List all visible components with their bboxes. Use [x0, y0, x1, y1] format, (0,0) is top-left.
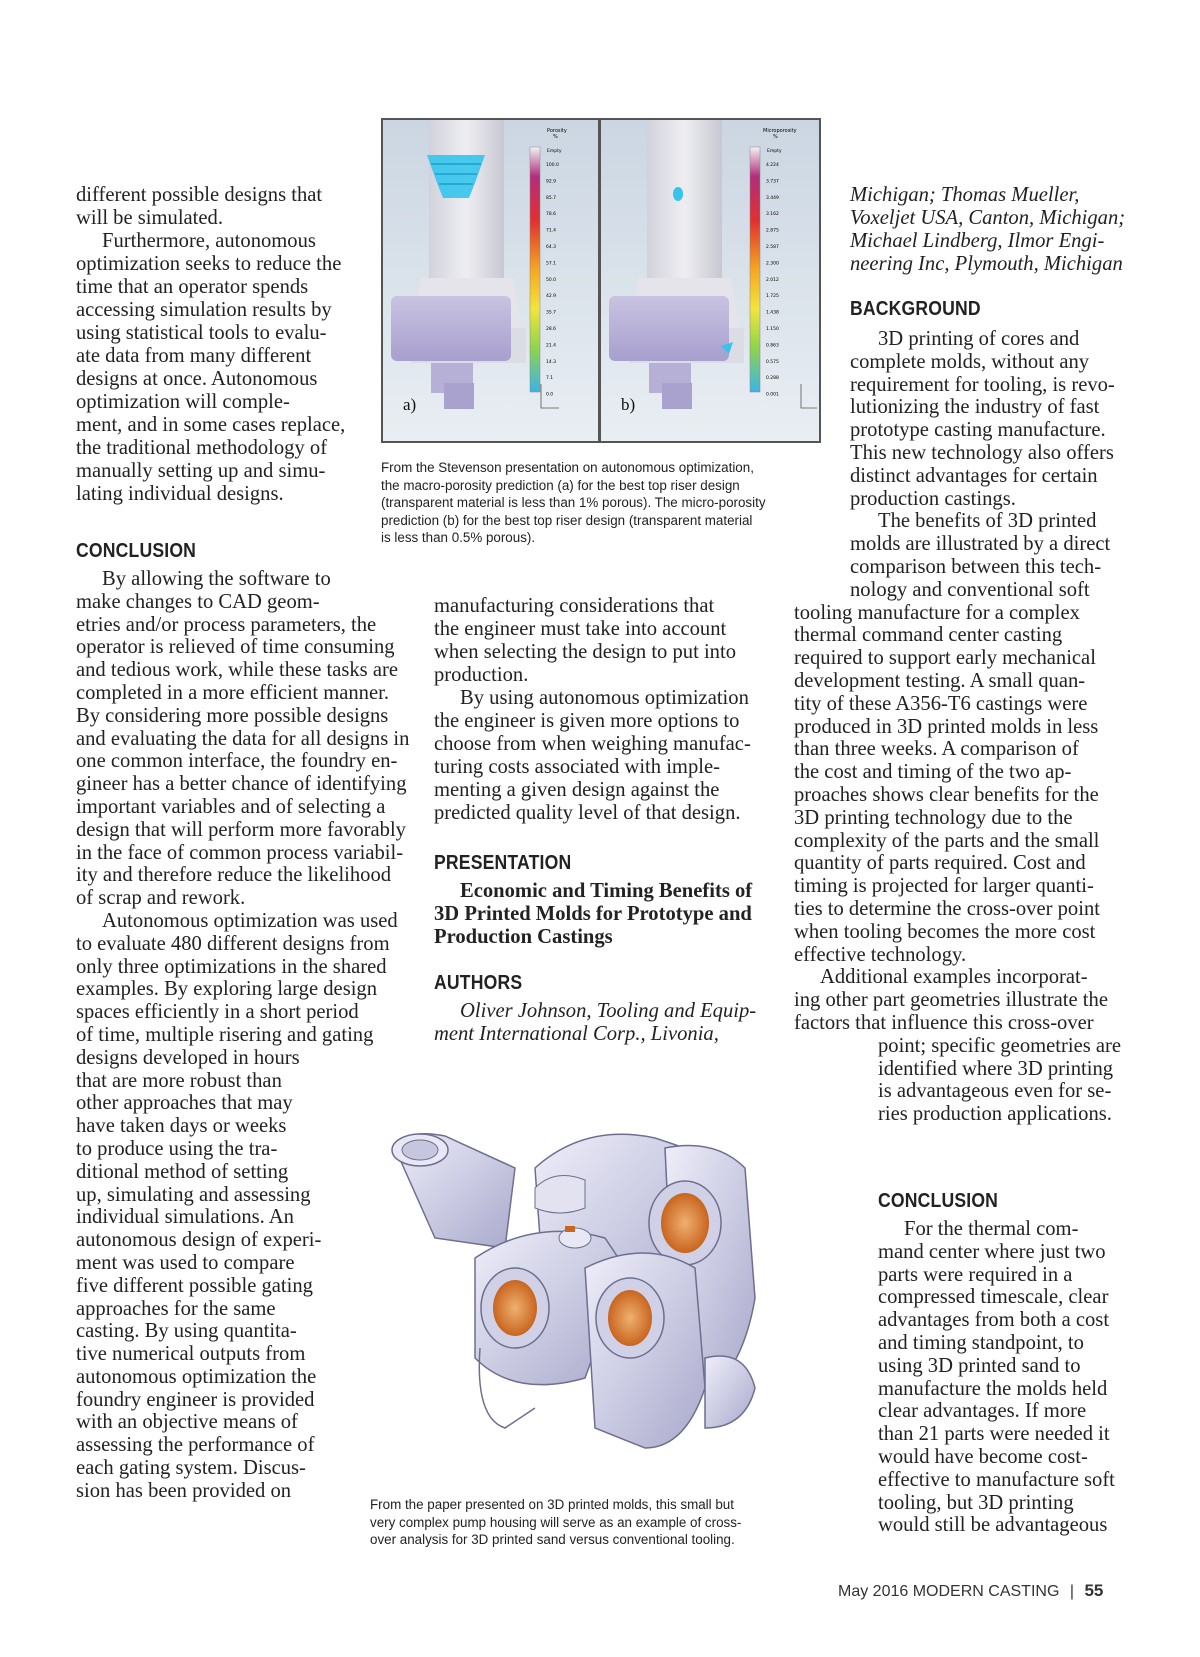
caption-line: the macro-porosity prediction (a) for the best top riser design — [381, 477, 740, 493]
text-line: complexity of the parts and the small — [794, 829, 1100, 852]
text-line: using statistical tools to evalu- — [76, 322, 327, 344]
figure-pump-housing — [385, 1128, 815, 1468]
text-line: ing other part geometries illustrate the — [794, 989, 1108, 1012]
text-line: is advantageous even for se- — [878, 1080, 1112, 1103]
text-line: in the face of common process variabil- — [76, 841, 404, 864]
caption-line: prediction (b) for the best top riser design (transparent material — [381, 512, 753, 528]
text-line: tooling, but 3D printing — [878, 1491, 1074, 1514]
legend-value: 0.863 — [766, 343, 779, 349]
legend-value: 14.3 — [546, 359, 557, 365]
text-line: etries and/or process parameters, the — [76, 613, 377, 636]
text-line: timing is projected for larger quanti- — [794, 875, 1094, 898]
text-line: manufacture the molds held — [878, 1377, 1108, 1400]
text-line: accessing simulation results by — [76, 299, 332, 321]
text-line: sion has been provided on — [76, 1479, 292, 1502]
text-line: turing costs associated with imple- — [434, 756, 720, 778]
background-heading: BACKGROUND — [850, 298, 981, 320]
col1-conclusion-heading: CONCLUSION — [76, 540, 197, 562]
legend-value: 42.9 — [546, 294, 557, 300]
caption-line: is less than 0.5% porous). — [381, 530, 536, 545]
authors-list — [434, 1000, 764, 1046]
panel-b-label: b) — [621, 395, 636, 414]
authors-continued — [850, 184, 1180, 276]
text-line: ries production applications. — [878, 1103, 1112, 1126]
text-line: predicted quality level of that design. — [434, 802, 741, 824]
legend-value: 3.162 — [766, 212, 779, 218]
legend-value: 7.1 — [546, 376, 554, 382]
legend-value: 0.575 — [766, 359, 779, 365]
text-line: lutionizing the industry of fast — [850, 396, 1100, 419]
text-line: Michael Lindberg, Ilmor Engi- — [850, 230, 1105, 252]
figure-porosity — [381, 118, 821, 443]
text-line: would still be advantageous — [878, 1514, 1108, 1537]
legend-value: 1.150 — [766, 327, 779, 332]
legend-a-empty: Empty — [547, 149, 562, 154]
text-line: factors that influence this cross-over — [794, 1011, 1094, 1034]
legend-value: 100.0 — [546, 163, 559, 168]
text-line: identified where 3D printing — [878, 1057, 1114, 1080]
text-line: other approaches that may — [76, 1092, 293, 1115]
panel-a-label: a) — [403, 395, 417, 414]
text-line: each gating system. Discus- — [76, 1457, 306, 1480]
text-line: point; specific geometries are — [878, 1034, 1122, 1057]
legend-value: 2.875 — [766, 228, 779, 234]
text-line: parts were required in a — [878, 1263, 1073, 1286]
text-line: nology and conventional soft — [850, 578, 1090, 601]
text-line: development testing. A small quan- — [794, 669, 1086, 692]
legend-value: 2.012 — [766, 277, 779, 283]
legend-a-title: Porosity — [547, 128, 567, 134]
legend-value: 50.0 — [546, 277, 557, 283]
text-line: than three weeks. A comparison of — [794, 738, 1079, 761]
legend-value: 28.6 — [546, 327, 557, 332]
legend-value: 0.0 — [546, 392, 554, 398]
text-line: ditional method of setting — [76, 1160, 289, 1183]
text-line: advantages from both a cost — [878, 1309, 1110, 1332]
legend-value: 57.1 — [546, 261, 557, 267]
text-line: when selecting the design to put into — [434, 641, 736, 663]
text-line: optimization seeks to reduce the — [76, 253, 342, 275]
text-line: complete molds, without any — [850, 350, 1090, 373]
text-line: effective technology. — [794, 943, 967, 966]
text-line: Voxeljet USA, Canton, Michigan; — [850, 207, 1126, 229]
text-line: examples. By exploring large design — [76, 978, 378, 1001]
pump-housing-image — [385, 1128, 815, 1468]
text-line: spaces efficiently in a short period — [76, 1001, 359, 1024]
text-line: of scrap and rework. — [76, 887, 246, 910]
text-line: different possible designs that — [76, 184, 323, 206]
caption-line: very complex pump housing will serve as an example of cross- — [370, 1514, 742, 1530]
text-line: the cost and timing of the two ap- — [794, 761, 1072, 784]
caption-line: From the paper presented on 3D printed molds, this small but — [370, 1497, 734, 1512]
text-line: 3D printing of cores and — [878, 328, 1080, 350]
text-line: with an objective means of — [76, 1411, 298, 1434]
text-line: foundry engineer is provided — [76, 1388, 315, 1411]
text-line: neering Inc, Plymouth, Michigan — [850, 253, 1123, 275]
text-line: optimization will comple- — [76, 391, 290, 413]
text-line: tity of these A356-T6 castings were — [794, 692, 1088, 715]
figure1-caption — [381, 459, 766, 547]
text-line: Michigan; Thomas Mueller, — [850, 184, 1080, 206]
text-line: would have become cost- — [878, 1445, 1088, 1468]
text-line: mand center where just two — [878, 1240, 1106, 1263]
col1-intro — [76, 184, 406, 506]
text-line: Autonomous optimization was used — [102, 909, 398, 932]
text-line: ate data from many different — [76, 345, 312, 367]
legend-value: 35.7 — [546, 310, 557, 316]
panel-a — [383, 120, 598, 441]
text-line: comparison between this tech- — [850, 555, 1102, 578]
legend-value: 78.6 — [546, 212, 557, 218]
presentation-title — [434, 880, 764, 949]
legend-value: 64.3 — [546, 245, 557, 250]
text-line: and evaluating the data for all designs in — [76, 727, 410, 750]
text-line: For the thermal com- — [904, 1218, 1079, 1240]
text-line: up, simulating and assessing — [76, 1183, 311, 1206]
text-line: 3D printing technology due to the — [794, 806, 1073, 829]
legend-value: 3.449 — [766, 195, 779, 201]
text-line: ity and therefore reduce the likelihood — [76, 864, 392, 887]
text-line: ties to determine the cross-over point — [794, 897, 1100, 920]
text-line: gineer has a better chance of identifying — [76, 773, 407, 796]
background-body — [794, 328, 1154, 1126]
legend-value: 2.587 — [766, 245, 779, 250]
text-line: autonomous design of experi- — [76, 1229, 322, 1252]
text-line: important variables and of selecting a — [76, 795, 386, 818]
text-line: to evaluate 480 different designs from — [76, 932, 390, 955]
text-line: compressed timescale, clear — [878, 1286, 1109, 1309]
text-line: This new technology also offers — [850, 441, 1114, 464]
text-line: production. — [434, 664, 529, 686]
col2-body — [434, 595, 764, 825]
panel-b — [601, 120, 819, 441]
text-line: that are more robust than — [76, 1069, 282, 1092]
page-footer — [838, 1581, 1103, 1601]
legend-value: 1.438 — [766, 310, 779, 316]
text-line: produced in 3D printed molds in less — [794, 715, 1099, 738]
text-line: only three optimizations in the shared — [76, 955, 387, 978]
text-line: Production Castings — [434, 926, 613, 948]
text-line: molds are illustrated by a direct — [850, 533, 1111, 556]
text-line: manufacturing considerations that — [434, 595, 715, 617]
text-line: distinct advantages for certain — [850, 464, 1098, 487]
figure2-caption — [370, 1496, 741, 1549]
legend-a-unit: % — [553, 134, 558, 140]
text-line: operator is relieved of time consuming — [76, 636, 395, 659]
text-line: will be simulated. — [76, 207, 223, 229]
text-line: to produce using the tra- — [76, 1137, 278, 1160]
legend-b-empty: Empty — [767, 149, 782, 154]
text-line: design that will perform more favorably — [76, 818, 406, 841]
text-line: Oliver Johnson, Tooling and Equip- — [460, 1000, 757, 1022]
text-line: five different possible gating — [76, 1274, 313, 1297]
text-line: casting. By using quantita- — [76, 1320, 297, 1343]
text-line: production castings. — [850, 487, 1016, 510]
caption-line: From the Stevenson presentation on autonomous optimization, — [381, 460, 754, 475]
text-line: requirement for tooling, is revo- — [850, 373, 1115, 396]
text-line: The benefits of 3D printed — [878, 510, 1097, 533]
text-line: quantity of parts required. Cost and — [794, 852, 1086, 875]
text-line: menting a given design against the — [434, 779, 720, 801]
text-line: proaches shows clear benefits for the — [794, 783, 1099, 806]
text-line: prototype casting manufacture. — [850, 419, 1106, 442]
text-line: when tooling becomes the more cost — [794, 920, 1096, 943]
text-line: of time, multiple risering and gating — [76, 1023, 374, 1046]
legend-value: 92.9 — [546, 179, 557, 185]
presentation-heading: PRESENTATION — [434, 852, 572, 874]
text-line: completed in a more efficient manner. — [76, 681, 389, 704]
text-line: By considering more possible designs — [76, 704, 389, 727]
text-line: have taken days or weeks — [76, 1115, 287, 1138]
text-line: designs at once. Autonomous — [76, 368, 318, 390]
text-line: approaches for the same — [76, 1297, 276, 1320]
text-line: the engineer must take into account — [434, 618, 727, 640]
text-line: and timing standpoint, to — [878, 1331, 1084, 1354]
text-line: By using autonomous optimization — [460, 687, 749, 709]
legend-b-title: Microporosity — [763, 128, 797, 134]
page-number: 55 — [1084, 1581, 1104, 1600]
legend-value: 4.224 — [766, 163, 779, 168]
text-line: autonomous optimization the — [76, 1365, 317, 1388]
porosity-figure-image — [381, 118, 821, 443]
text-line: clear advantages. If more — [878, 1400, 1087, 1423]
col3-conclusion-heading: CONCLUSION — [878, 1190, 999, 1212]
legend-value: 3.737 — [766, 179, 779, 185]
text-line: ment, and in some cases replace, — [76, 414, 346, 436]
text-line: Additional examples incorporat- — [820, 966, 1088, 989]
text-line: lating individual designs. — [76, 483, 284, 505]
text-line: the traditional methodology of — [76, 437, 328, 459]
text-line: 3D Printed Molds for Prototype and — [434, 903, 752, 925]
legend-value: 85.7 — [546, 195, 557, 201]
text-line: than 21 parts were needed it — [878, 1423, 1110, 1446]
legend-value: 0.288 — [766, 376, 779, 382]
text-line: one common interface, the foundry en- — [76, 750, 398, 773]
text-line: assessing the performance of — [76, 1434, 315, 1457]
legend-value: 71.4 — [546, 228, 557, 234]
text-line: choose from when weighing manufac- — [434, 733, 751, 755]
authors-heading: AUTHORS — [434, 972, 523, 994]
caption-line: over analysis for 3D printed sand versus conventional tooling. — [370, 1532, 735, 1547]
legend-b-unit: % — [773, 134, 778, 140]
text-line: tooling manufacture for a complex — [794, 601, 1080, 624]
text-line: ment was used to compare — [76, 1251, 295, 1274]
text-line: manually setting up and simu- — [76, 460, 326, 482]
text-line: and tedious work, while these tasks are — [76, 659, 398, 682]
text-line: By allowing the software to — [102, 568, 331, 590]
footer-separator: | — [1069, 1583, 1074, 1600]
text-line: designs developed in hours — [76, 1046, 300, 1069]
text-line: required to support early mechanical — [794, 647, 1096, 670]
text-line: individual simulations. An — [76, 1206, 294, 1229]
text-line: time that an operator spends — [76, 276, 309, 298]
text-line: thermal command center casting — [794, 624, 1063, 647]
text-line: tive numerical outputs from — [76, 1343, 306, 1366]
legend-value: 1.725 — [766, 294, 779, 300]
caption-line: (transparent material is less than 1% porous). The micro-porosity — [381, 495, 766, 510]
legend-value: 2.300 — [766, 261, 779, 267]
col1-conclusion-body — [76, 568, 416, 1503]
text-line: Economic and Timing Benefits of — [460, 880, 753, 902]
legend-value: 21.4 — [546, 343, 557, 349]
col3-conclusion-body — [878, 1218, 1178, 1537]
footer-issue: May 2016 MODERN CASTING — [838, 1583, 1060, 1600]
legend-value: 0.001 — [766, 392, 779, 398]
text-line: effective to manufacture soft — [878, 1468, 1115, 1491]
text-line: make changes to CAD geom- — [76, 590, 320, 613]
text-line: ment International Corp., Livonia, — [434, 1023, 719, 1045]
text-line: Furthermore, autonomous — [102, 230, 316, 252]
text-line: using 3D printed sand to — [878, 1354, 1081, 1377]
text-line: the engineer is given more options to — [434, 710, 740, 732]
